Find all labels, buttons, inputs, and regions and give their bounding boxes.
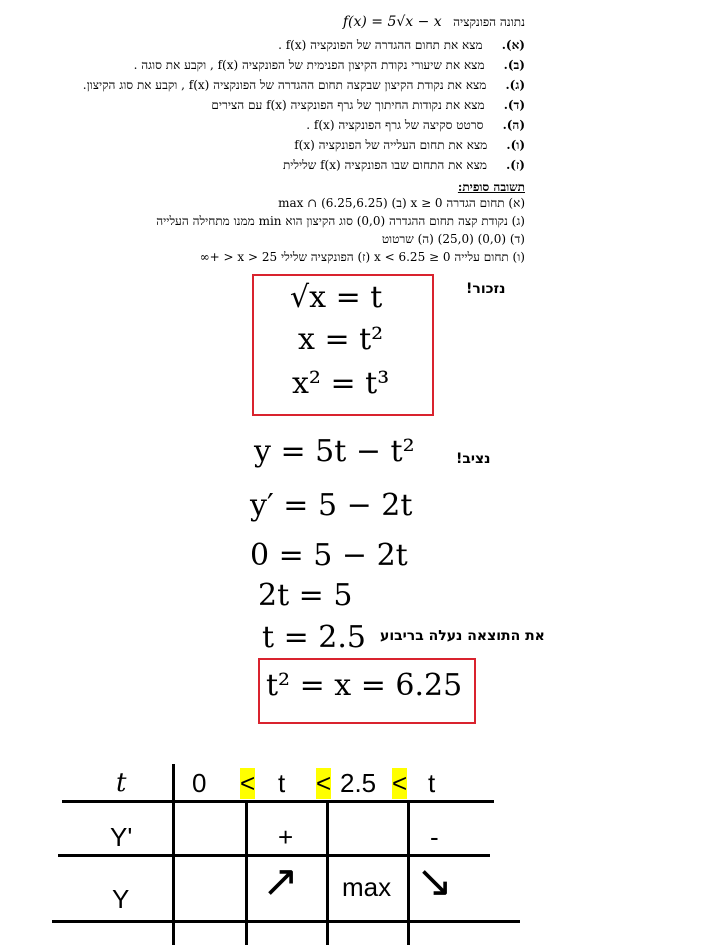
question-item [83,138,525,158]
function-label: Y [112,884,130,914]
substitute-line: 2t = 5 [258,578,353,613]
question-text: מצא את שיעורי נקודת הקיצון הפנימית של הפונקציה f(x) , וקבע את סוגה . [133,58,485,72]
table-line [172,764,175,945]
intro-label: נתונה הפונקציה [453,15,525,29]
question-text: מצא את תחום העלייה של הפונקציה f(x) [294,138,488,152]
table-header-value: 2.5 [340,768,377,798]
table-header-var: t [116,768,127,798]
substitute-line: y′ = 5 − 2t [250,488,413,523]
remember-line: x = t² [298,322,384,357]
function-max: max [342,872,392,902]
question-label: (ב). [503,58,525,72]
question-label: (א). [501,38,525,52]
final-answer-line: (ג) נקודת קצה תחום ההגדרה (0,0) סוג הקיצון הוא min ממנו מתחילה העלייה [156,214,525,228]
table-line [52,920,520,923]
table-header-t: t [278,768,286,798]
question-list [83,38,525,178]
table-line [407,800,410,945]
derivative-negative: - [430,822,439,852]
question-item [83,78,525,98]
question-label: (ה). [502,118,525,132]
decreasing-arrow-icon: ↘ [416,857,453,906]
table-header-zero: 0 [192,768,207,798]
square-note: את התוצאה נעלה בריבוע [380,628,545,644]
question-text: מצא את נקודת הקיצון שבקצה תחום ההגדרה של הפונקציה f(x) , וקבע את סוג הקיצון. [82,78,487,92]
table-line [62,800,494,803]
table-line [245,800,248,945]
question-label: (ד). [503,98,525,112]
table-header-lt: < [392,768,408,798]
remember-line: √x = t [290,280,383,315]
final-answer-line: (א) תחום הגדרה x ≥ 0 (ב) max ∩ (6.25,6.25) [278,196,525,210]
question-label: (ו). [506,138,525,152]
question-text: מצא את תחום ההגדרה של הפונקציה f(x) . [278,38,483,52]
final-answer-title: תשובה סופית: [457,180,525,194]
table-line [326,800,329,945]
question-text: מצא את התחום שבו הפונקציה f(x) שלילית [282,158,488,172]
derivative-label: Y' [110,822,133,852]
remember-line: x² = t³ [292,366,390,401]
question-item [83,118,525,138]
question-text: סרטט סקיצה של גרף הפונקציה f(x) . [306,118,484,132]
intro-formula: f(x) = 5√x − x [342,14,442,30]
increasing-arrow-icon: ↗ [262,857,299,906]
final-answer-line: (ו) תחום עלייה 0 ≤ x < 6.25 (ז) הפונקציה שלילי 25 < x < +∞ [199,250,525,264]
question-item [83,98,525,118]
final-answer-line: (ד) (0,0) (25,0) (ה) שרטוט [381,232,525,246]
question-label: (ג). [505,78,525,92]
result-value: t² = x = 6.25 [266,668,463,703]
question-item [83,158,525,178]
question-text: מצא את נקודות החיתוך של גרף הפונקציה f(x) עם הצירים [211,98,485,112]
question-item [83,38,525,58]
substitute-line: 0 = 5 − 2t [250,538,408,573]
substitute-line: y = 5t − t² [254,434,415,469]
table-header-lt: < [316,768,332,798]
remember-note: נזכור! [466,281,506,297]
derivative-positive: + [278,822,294,852]
table-header-t: t [428,768,436,798]
substitute-note: נציב! [456,451,491,467]
question-label: (ז). [506,158,525,172]
table-header-lt: < [240,768,256,798]
substitute-line: t = 2.5 [262,620,366,655]
problem-intro [343,14,525,30]
question-item [83,58,525,78]
